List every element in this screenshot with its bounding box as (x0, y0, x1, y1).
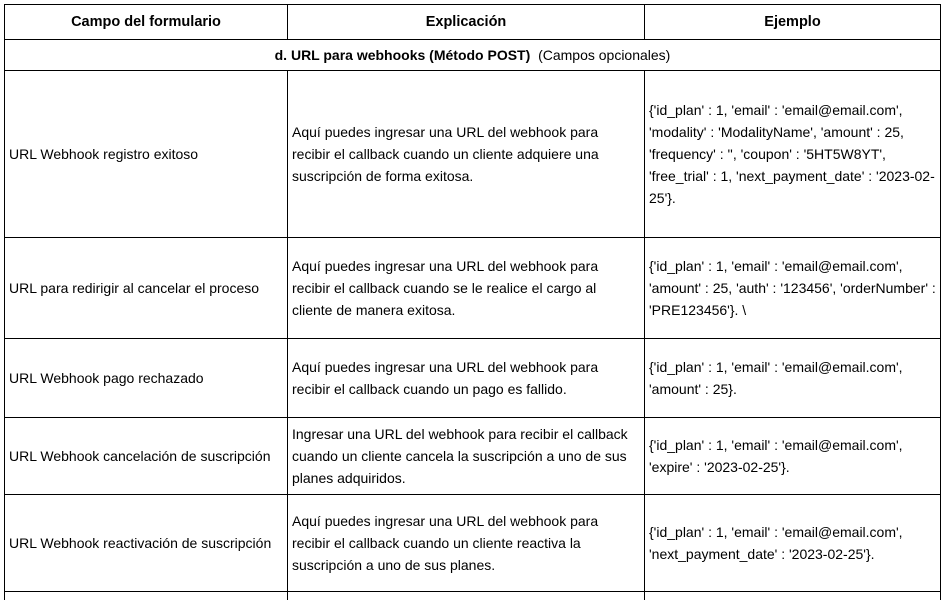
example-cell: {'id_plan' : 1, 'email' : 'email@email.com', 'modality' : 'ModalityName', 'amount' : 25, 'frequency' : '', 'coupon' : '5HT5W8YT', 'free_trial' : 1, 'next_payment_date' : '2023-02-25'}. (645, 71, 941, 238)
field-cell: URL Webhook reactivación de suscripción (5, 495, 288, 592)
explanation-cell: Aquí puedes ingresar una URL del webhook para recibir el callback cuando un pago es fallido. (288, 339, 645, 418)
header-explanation: Explicación (288, 5, 645, 40)
field-cell: URL Webhook cancelación de suscripción (5, 418, 288, 495)
table-row (5, 418, 941, 495)
example-cell: {'id_plan' : 1, 'email' : 'email@email.com', 'amount' : 25}. (645, 339, 941, 418)
section-row (5, 40, 941, 71)
table-row (5, 339, 941, 418)
field-cell: URL Webhook pago rechazado (5, 339, 288, 418)
header-example: Ejemplo (645, 5, 941, 40)
explanation-cell: Ingresar una URL del webhook para recibir el callback cuando un cliente cancela la suscripción a uno de sus planes adquiridos. (288, 418, 645, 495)
example-cell: {'id_plan' : 1, 'email' : 'email@email.com', 'next_payment_date' : '2023-02-25'}. (645, 495, 941, 592)
truncated-cell (645, 592, 941, 601)
table-row (5, 238, 941, 339)
explanation-cell: Aquí puedes ingresar una URL del webhook para recibir el callback cuando se le realice el cargo al cliente de manera exitosa. (288, 238, 645, 339)
explanation-cell: Aquí puedes ingresar una URL del webhook para recibir el callback cuando un cliente reactiva la suscripción a uno de sus planes. (288, 495, 645, 592)
section-cell (5, 40, 941, 71)
truncated-cell (288, 592, 645, 601)
table-header-row (5, 5, 941, 40)
explanation-cell: Aquí puedes ingresar una URL del webhook para recibir el callback cuando un cliente adquiere una suscripción de forma exitosa. (288, 71, 645, 238)
example-cell: {'id_plan' : 1, 'email' : 'email@email.com', 'amount' : 25, 'auth' : '123456', 'orderNumber' : 'PRE123456'}. \ (645, 238, 941, 339)
section-title: d. URL para webhooks (Método POST) (274, 47, 531, 63)
field-cell: URL Webhook registro exitoso (5, 71, 288, 238)
section-note: (Campos opcionales) (538, 47, 671, 63)
truncated-row (5, 592, 941, 601)
webhook-fields-table (4, 4, 941, 600)
table-row (5, 71, 941, 238)
truncated-cell (5, 592, 288, 601)
example-cell: {'id_plan' : 1, 'email' : 'email@email.com', 'expire' : '2023-02-25'}. (645, 418, 941, 495)
header-field: Campo del formulario (5, 5, 288, 40)
field-cell: URL para redirigir al cancelar el proceso (5, 238, 288, 339)
table-row (5, 495, 941, 592)
